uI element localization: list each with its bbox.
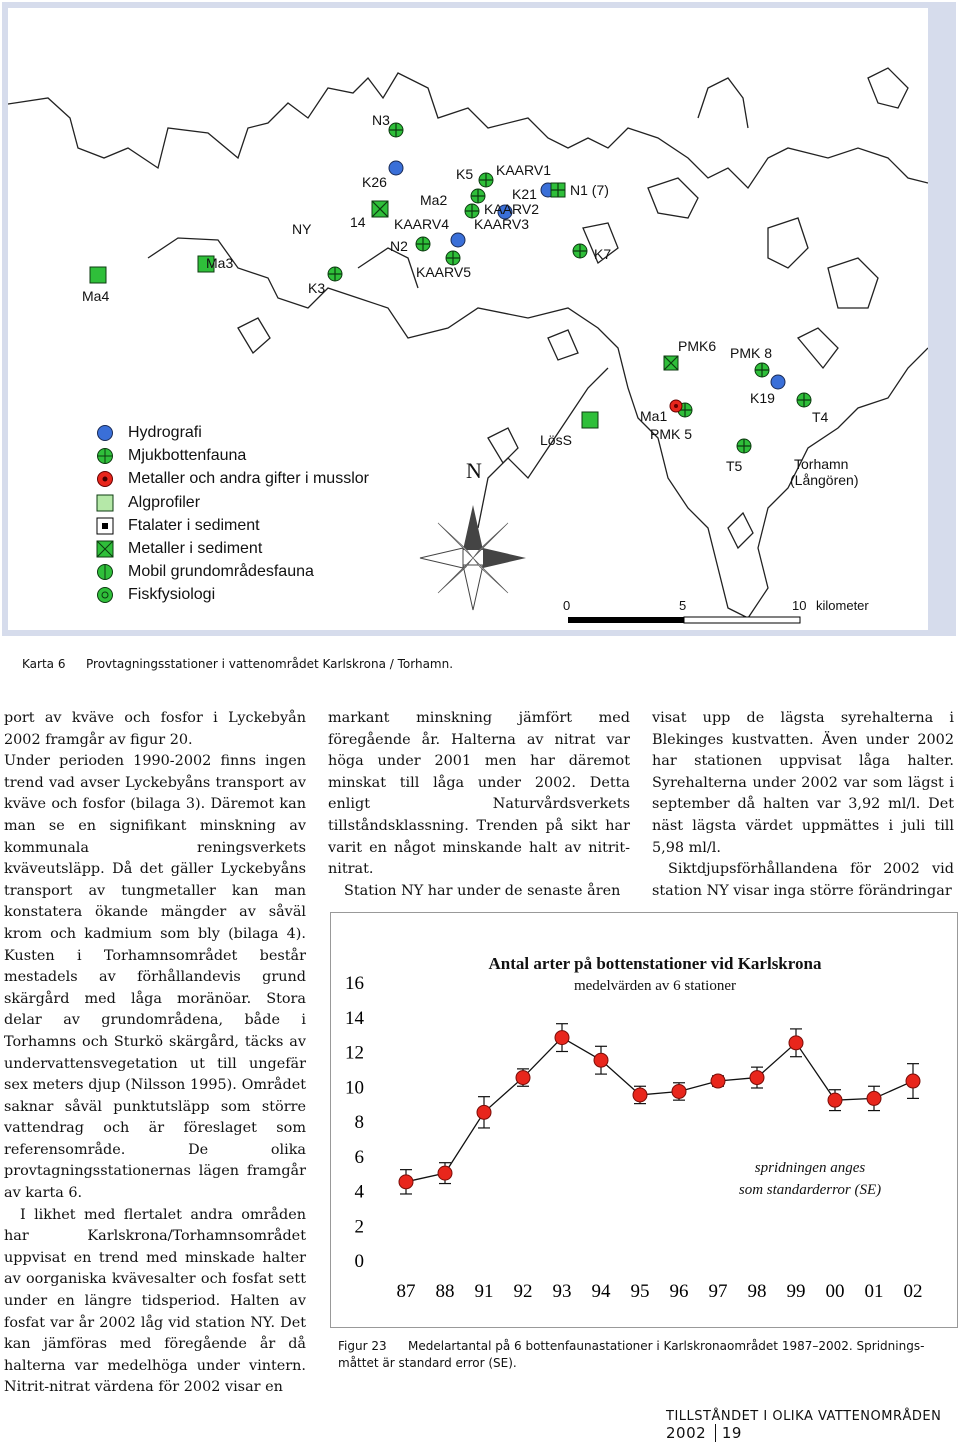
page-number: 19 xyxy=(715,1424,742,1442)
data-point xyxy=(750,1071,764,1085)
station-label: Ma3 xyxy=(206,255,234,271)
x-tick-label: 97 xyxy=(708,1281,728,1302)
x-tick-label: 02 xyxy=(903,1281,923,1302)
station-label: LösS xyxy=(540,432,572,448)
station-label: T4 xyxy=(812,409,829,425)
legend-label: Mjukbottenfauna xyxy=(128,447,247,464)
species-chart xyxy=(330,960,956,1310)
y-tick-label: 6 xyxy=(354,1146,364,1168)
station-label: KAARV1 xyxy=(496,162,551,178)
data-point xyxy=(438,1166,452,1180)
x-tick-label: 94 xyxy=(591,1281,611,1302)
station-label: N3 xyxy=(372,112,390,128)
x-tick-label: 88 xyxy=(435,1281,455,1302)
legend-item xyxy=(96,515,260,537)
circle-green-cross-icon xyxy=(96,447,114,465)
paragraph: Under perioden 1990-2002 finns ingen trend vad avser Lyckebyåns transport av kväve och fosfor (bilaga 3). Däremot kan man se en signifikant minskning av kommunala reningsverkets kväveutsläpp. Då det gäller Lyckebyåns transport av tungmetaller kan man konstatera ökande mängder av såväl krom och kadmium som bly (bilaga 4). Kusten i Torhamnsområdet består mestadels av förhållandevis grund skärgård med låga moränöar. Stora delar av grundområdena, både i Torhamns och Sturkö skärgård, täcks av undervattensvegetation ut till ungefär sex meters djup (Nilsson 1995). Området saknar såväl punktutsläpp som större vattendrag och är föreslaget som referensområde. De olika provtagningsstationernas lägen framgår av karta 6. xyxy=(4,753,306,1202)
legend-label: Mobil grundområdesfauna xyxy=(128,563,314,580)
circle-green-line-icon xyxy=(96,563,114,581)
x-tick-label: 00 xyxy=(825,1281,845,1302)
station-label: KAARV3 xyxy=(474,216,529,232)
data-point xyxy=(633,1088,647,1102)
footer-title: TILLSTÅNDET I OLIKA VATTENOMRÅDEN xyxy=(666,1409,942,1424)
circle-green-ring-icon xyxy=(96,586,114,604)
data-point xyxy=(711,1074,725,1088)
y-tick-label: 14 xyxy=(345,1007,364,1029)
square-x-icon xyxy=(96,540,114,558)
station-label: K7 xyxy=(594,246,612,262)
figure-caption-line1: Medelartantal på 6 bottenfaunastationer i Karlskronaområdet 1987–2002. Spridnings- xyxy=(408,1339,925,1353)
station-marker[interactable] xyxy=(451,233,465,247)
chart-subtitle: medelvärden av 6 stationer xyxy=(573,978,737,994)
data-point xyxy=(906,1074,920,1088)
paragraph: I likhet med flertalet andra områden har Karlskrona/Torhamnsområdet uppvisat en trend med minskade halter av oorganiska kvävesalter och fosfat sett under en längre tidsperiod. Halten av fosfat var år 2002 låg vid station NY. Det kan jämföras med föregående år då halterna var medelhöga under vintern. Nitrit-nitrat värdena för 2002 visar en xyxy=(4,1206,306,1396)
map-caption-label: Karta 6 xyxy=(22,657,66,671)
legend-item xyxy=(96,468,369,490)
legend-label: Metaller och andra gifter i musslor xyxy=(128,470,369,487)
y-tick-label: 2 xyxy=(354,1216,364,1238)
data-point xyxy=(867,1091,881,1105)
station-label: PMK 8 xyxy=(730,345,773,361)
text-column-1 xyxy=(4,708,306,1399)
square-green-icon xyxy=(96,494,114,512)
station-label: N2 xyxy=(390,238,408,254)
legend-item xyxy=(96,538,262,560)
x-tick-label: 91 xyxy=(474,1281,494,1302)
figure-caption-line2: måttet är standard error (SE). xyxy=(338,1356,517,1370)
scale-bar xyxy=(568,617,800,623)
station-label: 14 xyxy=(350,214,366,230)
chart-annotation-line1: spridningen anges xyxy=(754,1160,866,1176)
station-label: N1 (7) xyxy=(570,182,609,198)
x-tick-label: 96 xyxy=(669,1281,689,1302)
data-point xyxy=(555,1031,569,1045)
y-tick-label: 16 xyxy=(345,973,364,994)
data-point xyxy=(672,1084,686,1098)
legend-label: Algprofiler xyxy=(128,494,201,511)
y-tick-label: 8 xyxy=(354,1112,364,1133)
compass-rose-icon xyxy=(420,505,526,610)
station-label: K21 xyxy=(512,186,537,202)
legend-label: Hydrografi xyxy=(128,424,202,441)
station-label: Ma4 xyxy=(82,288,110,304)
station-label: PMK 5 xyxy=(650,426,693,442)
station-marker[interactable] xyxy=(771,375,785,389)
legend-label: Ftalater i sediment xyxy=(128,517,260,534)
data-point xyxy=(477,1105,491,1119)
station-label: K26 xyxy=(362,174,387,190)
legend-label: Fiskfysiologi xyxy=(128,586,216,603)
figure-caption-label: Figur 23 xyxy=(338,1339,387,1353)
scale-tick: 10 xyxy=(792,598,807,613)
map-caption-text: Provtagningsstationer i vattenområdet Karlskrona / Torhamn. xyxy=(86,657,454,671)
paragraph: markant minskning jämfört med föregående år. Halterna av nitrat var höga under 2001 men har däremot minskat till låga under 2002. Detta enligt Naturvårdsverkets tillståndsklassning. Trenden på sikt har varit en något minskande halt av nitrit-nitrat. xyxy=(328,710,630,878)
station-label: KAARV4 xyxy=(394,216,449,232)
legend-item xyxy=(96,561,314,583)
station-label: Ma1 xyxy=(640,408,668,424)
y-tick-label: 0 xyxy=(354,1251,364,1272)
station-label: K3 xyxy=(308,280,326,296)
north-label: N xyxy=(466,458,482,483)
scale-unit: kilometer xyxy=(816,598,869,613)
square-dot-icon xyxy=(96,517,114,535)
x-tick-label: 95 xyxy=(630,1281,650,1302)
scale-tick: 0 xyxy=(563,598,571,613)
legend-label: Metaller i sediment xyxy=(128,540,263,557)
station-label: Torhamn xyxy=(794,456,849,472)
station-label: PMK6 xyxy=(678,338,717,354)
legend-item xyxy=(96,584,215,606)
circle-red-dot-icon xyxy=(96,470,114,488)
paragraph: visat upp de lägsta syrehalterna i Blekinges kustvatten. Även under 2002 har stationen uppvisat låga halter. Syrehalterna under 2002 var som lägst i september då halten var 3,92 ml/l. Det näst lägsta värdet uppmättes i juli till 5,98 ml/l. xyxy=(652,710,954,856)
station-label: (Långören) xyxy=(790,472,859,488)
x-tick-label: 01 xyxy=(864,1281,884,1302)
x-tick-label: 99 xyxy=(786,1281,806,1302)
y-tick-label: 12 xyxy=(345,1042,364,1064)
station-label: KAARV2 xyxy=(484,201,539,217)
footer-year: 2002 xyxy=(666,1424,707,1442)
paragraph: Station NY har under de senaste åren xyxy=(344,882,621,899)
running-footer xyxy=(666,1409,960,1442)
legend-item xyxy=(96,445,246,467)
chart-title: Antal arter på bottenstationer vid Karlskrona xyxy=(488,954,822,973)
data-point xyxy=(594,1053,608,1067)
y-tick-label: 4 xyxy=(354,1181,364,1203)
data-point xyxy=(399,1175,413,1189)
data-point xyxy=(828,1093,842,1107)
data-point xyxy=(789,1036,803,1050)
paragraph: Siktdjupsförhållandena för 2002 vid station NY visar inga större förändringar xyxy=(652,861,954,899)
text-column-2 xyxy=(328,708,630,902)
x-tick-label: 87 xyxy=(396,1281,416,1302)
data-point xyxy=(516,1071,530,1085)
station-label: Ma2 xyxy=(420,192,448,208)
legend-item xyxy=(96,492,200,514)
station-label: T5 xyxy=(726,458,743,474)
station-label: KAARV5 xyxy=(416,264,471,280)
text-column-3 xyxy=(652,708,954,902)
scale-tick: 5 xyxy=(679,598,687,613)
circle-blue-icon xyxy=(96,424,114,442)
station-label: K19 xyxy=(750,390,775,406)
station-marker[interactable] xyxy=(389,161,403,175)
map-panel xyxy=(8,8,928,630)
x-tick-label: 98 xyxy=(747,1281,767,1302)
chart-annotation-line2: som standarderror (SE) xyxy=(738,1182,882,1198)
y-tick-label: 10 xyxy=(345,1077,364,1099)
station-label: NY xyxy=(292,221,312,237)
paragraph: port av kväve och fosfor i Lyckebyån 2002 framgår av figur 20. xyxy=(4,710,306,748)
x-tick-label: 92 xyxy=(513,1281,533,1302)
legend-item xyxy=(96,422,202,444)
x-tick-label: 93 xyxy=(552,1281,572,1302)
station-label: K5 xyxy=(456,166,474,182)
